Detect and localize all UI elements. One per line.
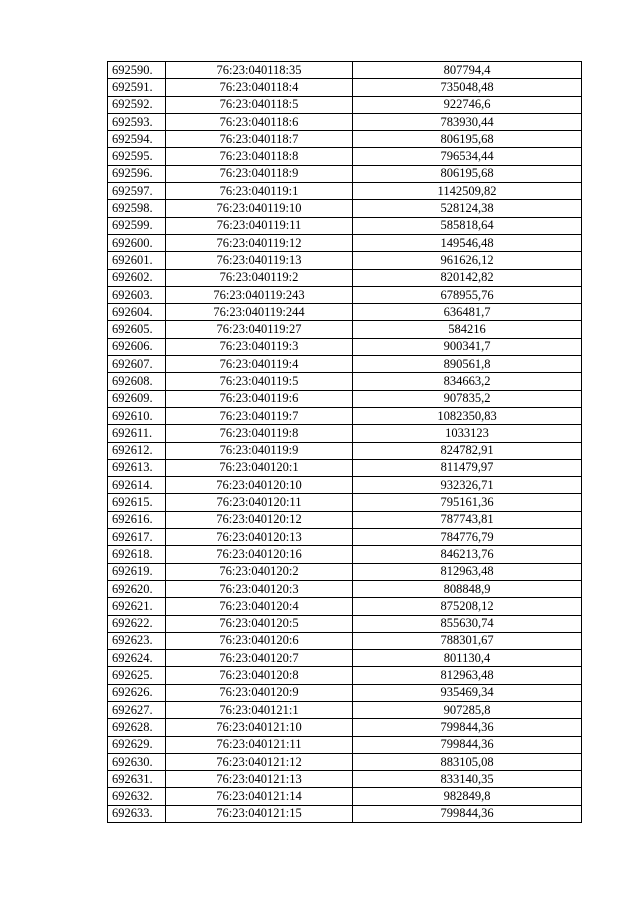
table-row: [108, 580, 582, 597]
cadastral-number-cell: 76:23:040121:13: [166, 771, 353, 788]
row-number-cell: 692630.: [108, 753, 166, 770]
cadastral-value-cell: 799844,36: [353, 719, 582, 736]
table-body: [108, 62, 582, 823]
cadastral-number-cell: 76:23:040118:7: [166, 131, 353, 148]
table-row: [108, 719, 582, 736]
cadastral-number-cell: 76:23:040120:16: [166, 546, 353, 563]
table-row: [108, 701, 582, 718]
cadastral-value-cell: 784776,79: [353, 529, 582, 546]
cadastral-value-cell: 890561,8: [353, 356, 582, 373]
cadastral-value-table: [107, 61, 582, 823]
table-row: [108, 736, 582, 753]
cadastral-number-cell: 76:23:040119:4: [166, 356, 353, 373]
cadastral-value-cell: 875208,12: [353, 598, 582, 615]
cadastral-number-cell: 76:23:040119:27: [166, 321, 353, 338]
cadastral-number-cell: 76:23:040119:11: [166, 217, 353, 234]
cadastral-number-cell: 76:23:040118:9: [166, 165, 353, 182]
cadastral-value-cell: 820142,82: [353, 269, 582, 286]
cadastral-number-cell: 76:23:040120:1: [166, 459, 353, 476]
cadastral-value-cell: 788301,67: [353, 632, 582, 649]
cadastral-value-cell: 806195,68: [353, 131, 582, 148]
row-number-cell: 692632.: [108, 788, 166, 805]
table-row: [108, 511, 582, 528]
table-row: [108, 338, 582, 355]
cadastral-number-cell: 76:23:040120:13: [166, 529, 353, 546]
row-number-cell: 692602.: [108, 269, 166, 286]
cadastral-number-cell: 76:23:040120:2: [166, 563, 353, 580]
cadastral-number-cell: 76:23:040120:4: [166, 598, 353, 615]
table-row: [108, 407, 582, 424]
cadastral-value-cell: 883105,08: [353, 753, 582, 770]
table-row: [108, 217, 582, 234]
cadastral-number-cell: 76:23:040121:11: [166, 736, 353, 753]
cadastral-number-cell: 76:23:040121:15: [166, 805, 353, 822]
table-row: [108, 632, 582, 649]
row-number-cell: 692613.: [108, 459, 166, 476]
cadastral-number-cell: 76:23:040120:6: [166, 632, 353, 649]
cadastral-number-cell: 76:23:040120:3: [166, 580, 353, 597]
table-row: [108, 113, 582, 130]
table-row: [108, 373, 582, 390]
table-row: [108, 546, 582, 563]
table-row: [108, 321, 582, 338]
cadastral-value-cell: 801130,4: [353, 650, 582, 667]
cadastral-value-cell: 783930,44: [353, 113, 582, 130]
cadastral-value-cell: 799844,36: [353, 805, 582, 822]
table-row: [108, 771, 582, 788]
cadastral-number-cell: 76:23:040120:10: [166, 477, 353, 494]
cadastral-number-cell: 76:23:040121:10: [166, 719, 353, 736]
cadastral-value-cell: 982849,8: [353, 788, 582, 805]
cadastral-number-cell: 76:23:040120:8: [166, 667, 353, 684]
row-number-cell: 692629.: [108, 736, 166, 753]
cadastral-value-cell: 806195,68: [353, 165, 582, 182]
cadastral-number-cell: 76:23:040119:244: [166, 304, 353, 321]
cadastral-value-cell: 922746,6: [353, 96, 582, 113]
cadastral-value-cell: 812963,48: [353, 563, 582, 580]
row-number-cell: 692599.: [108, 217, 166, 234]
cadastral-value-cell: 799844,36: [353, 736, 582, 753]
cadastral-number-cell: 76:23:040119:10: [166, 200, 353, 217]
cadastral-value-cell: 807794,4: [353, 62, 582, 79]
cadastral-number-cell: 76:23:040121:1: [166, 701, 353, 718]
table-row: [108, 805, 582, 822]
table-row: [108, 598, 582, 615]
row-number-cell: 692627.: [108, 701, 166, 718]
row-number-cell: 692626.: [108, 684, 166, 701]
table-row: [108, 425, 582, 442]
row-number-cell: 692623.: [108, 632, 166, 649]
row-number-cell: 692617.: [108, 529, 166, 546]
cadastral-number-cell: 76:23:040120:7: [166, 650, 353, 667]
cadastral-number-cell: 76:23:040121:12: [166, 753, 353, 770]
table-row: [108, 459, 582, 476]
cadastral-number-cell: 76:23:040119:5: [166, 373, 353, 390]
cadastral-value-cell: 149546,48: [353, 234, 582, 251]
table-row: [108, 650, 582, 667]
row-number-cell: 692594.: [108, 131, 166, 148]
cadastral-value-cell: 812963,48: [353, 667, 582, 684]
cadastral-number-cell: 76:23:040119:7: [166, 407, 353, 424]
table-row: [108, 183, 582, 200]
row-number-cell: 692600.: [108, 234, 166, 251]
row-number-cell: 692604.: [108, 304, 166, 321]
row-number-cell: 692597.: [108, 183, 166, 200]
row-number-cell: 692616.: [108, 511, 166, 528]
row-number-cell: 692607.: [108, 356, 166, 373]
cadastral-number-cell: 76:23:040120:9: [166, 684, 353, 701]
table-row: [108, 788, 582, 805]
cadastral-number-cell: 76:23:040118:35: [166, 62, 353, 79]
row-number-cell: 692595.: [108, 148, 166, 165]
row-number-cell: 692619.: [108, 563, 166, 580]
cadastral-value-cell: 678955,76: [353, 286, 582, 303]
cadastral-value-cell: 1082350,83: [353, 407, 582, 424]
row-number-cell: 692624.: [108, 650, 166, 667]
cadastral-number-cell: 76:23:040120:12: [166, 511, 353, 528]
table-row: [108, 131, 582, 148]
row-number-cell: 692611.: [108, 425, 166, 442]
row-number-cell: 692621.: [108, 598, 166, 615]
cadastral-value-cell: 907835,2: [353, 390, 582, 407]
row-number-cell: 692603.: [108, 286, 166, 303]
cadastral-value-cell: 811479,97: [353, 459, 582, 476]
cadastral-number-cell: 76:23:040118:6: [166, 113, 353, 130]
row-number-cell: 692606.: [108, 338, 166, 355]
table-row: [108, 563, 582, 580]
row-number-cell: 692592.: [108, 96, 166, 113]
table-row: [108, 494, 582, 511]
cadastral-value-cell: 900341,7: [353, 338, 582, 355]
row-number-cell: 692615.: [108, 494, 166, 511]
table-row: [108, 79, 582, 96]
row-number-cell: 692612.: [108, 442, 166, 459]
cadastral-value-cell: 846213,76: [353, 546, 582, 563]
row-number-cell: 692601.: [108, 252, 166, 269]
cadastral-number-cell: 76:23:040119:9: [166, 442, 353, 459]
row-number-cell: 692609.: [108, 390, 166, 407]
cadastral-number-cell: 76:23:040119:13: [166, 252, 353, 269]
row-number-cell: 692618.: [108, 546, 166, 563]
table-row: [108, 252, 582, 269]
cadastral-value-cell: 795161,36: [353, 494, 582, 511]
table-row: [108, 390, 582, 407]
table-row: [108, 477, 582, 494]
row-number-cell: 692596.: [108, 165, 166, 182]
row-number-cell: 692598.: [108, 200, 166, 217]
cadastral-number-cell: 76:23:040118:8: [166, 148, 353, 165]
cadastral-number-cell: 76:23:040119:3: [166, 338, 353, 355]
table-row: [108, 667, 582, 684]
cadastral-number-cell: 76:23:040118:4: [166, 79, 353, 96]
cadastral-number-cell: 76:23:040119:243: [166, 286, 353, 303]
cadastral-value-cell: 824782,91: [353, 442, 582, 459]
row-number-cell: 692620.: [108, 580, 166, 597]
row-number-cell: 692622.: [108, 615, 166, 632]
cadastral-number-cell: 76:23:040120:5: [166, 615, 353, 632]
cadastral-value-cell: 833140,35: [353, 771, 582, 788]
cadastral-value-cell: 935469,34: [353, 684, 582, 701]
cadastral-value-cell: 787743,81: [353, 511, 582, 528]
row-number-cell: 692593.: [108, 113, 166, 130]
table-row: [108, 529, 582, 546]
cadastral-value-cell: 907285,8: [353, 701, 582, 718]
row-number-cell: 692625.: [108, 667, 166, 684]
row-number-cell: 692633.: [108, 805, 166, 822]
row-number-cell: 692614.: [108, 477, 166, 494]
cadastral-value-cell: 796534,44: [353, 148, 582, 165]
cadastral-number-cell: 76:23:040119:6: [166, 390, 353, 407]
row-number-cell: 692628.: [108, 719, 166, 736]
cadastral-number-cell: 76:23:040120:11: [166, 494, 353, 511]
cadastral-number-cell: 76:23:040121:14: [166, 788, 353, 805]
row-number-cell: 692605.: [108, 321, 166, 338]
table-row: [108, 234, 582, 251]
table-row: [108, 753, 582, 770]
table-row: [108, 96, 582, 113]
cadastral-value-cell: 735048,48: [353, 79, 582, 96]
cadastral-value-cell: 636481,7: [353, 304, 582, 321]
table-row: [108, 200, 582, 217]
table-row: [108, 304, 582, 321]
cadastral-value-cell: 1033123: [353, 425, 582, 442]
table-row: [108, 286, 582, 303]
row-number-cell: 692610.: [108, 407, 166, 424]
cadastral-value-cell: 528124,38: [353, 200, 582, 217]
cadastral-number-cell: 76:23:040118:5: [166, 96, 353, 113]
cadastral-value-cell: 932326,71: [353, 477, 582, 494]
table-row: [108, 615, 582, 632]
table-row: [108, 62, 582, 79]
table-row: [108, 442, 582, 459]
cadastral-value-cell: 834663,2: [353, 373, 582, 390]
cadastral-value-cell: 808848,9: [353, 580, 582, 597]
table-row: [108, 684, 582, 701]
row-number-cell: 692631.: [108, 771, 166, 788]
table-row: [108, 356, 582, 373]
cadastral-value-cell: 961626,12: [353, 252, 582, 269]
cadastral-number-cell: 76:23:040119:2: [166, 269, 353, 286]
row-number-cell: 692591.: [108, 79, 166, 96]
cadastral-number-cell: 76:23:040119:12: [166, 234, 353, 251]
cadastral-value-cell: 1142509,82: [353, 183, 582, 200]
table-row: [108, 269, 582, 286]
table-row: [108, 148, 582, 165]
cadastral-number-cell: 76:23:040119:1: [166, 183, 353, 200]
cadastral-value-cell: 584216: [353, 321, 582, 338]
cadastral-number-cell: 76:23:040119:8: [166, 425, 353, 442]
row-number-cell: 692590.: [108, 62, 166, 79]
cadastral-value-cell: 585818,64: [353, 217, 582, 234]
row-number-cell: 692608.: [108, 373, 166, 390]
table-row: [108, 165, 582, 182]
cadastral-value-cell: 855630,74: [353, 615, 582, 632]
